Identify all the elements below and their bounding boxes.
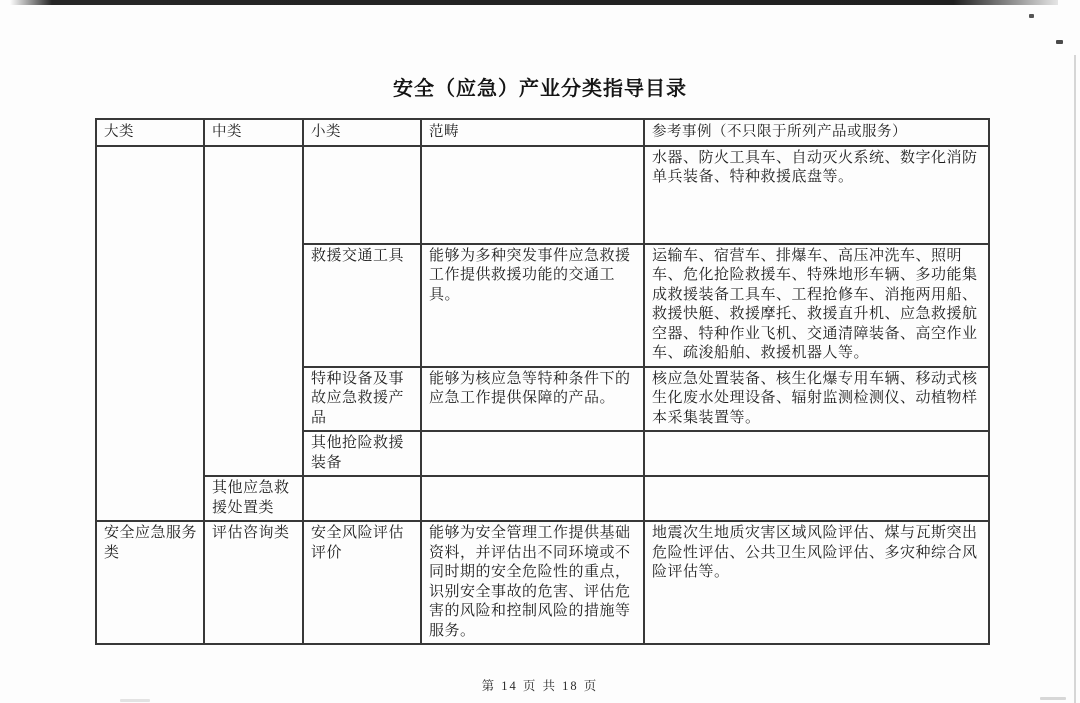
cell-medium-category-continued	[204, 146, 303, 477]
scan-speck	[1056, 40, 1063, 44]
cell-small-category-empty	[303, 476, 421, 521]
cell-small-category: 特种设备及事故应急救援产品	[303, 367, 421, 432]
classification-table	[95, 118, 990, 645]
table-header-row	[96, 119, 989, 146]
cell-reference-examples: 运输车、宿营车、排爆车、高压冲洗车、照明车、危化抢险救援车、特殊地形车辆、多功能集成救援装备工具车、工程抢修车、消拖两用船、救援快艇、救援摩托、救援直升机、应急救援航空器、特种作业飞机、交通清障装备、高空作业车、疏浚船舶、救援机器人等。	[644, 244, 989, 367]
cell-medium-category: 其他应急救援处置类	[204, 476, 303, 521]
cell-scope: 能够为多种突发事件应急救援工作提供救援功能的交通工具。	[421, 244, 644, 367]
header-major-category: 大类	[96, 119, 204, 146]
scan-speck	[1040, 697, 1066, 700]
scan-speck	[1029, 14, 1034, 18]
cell-scope: 能够为安全管理工作提供基础资料，并评估出不同环境或不同时期的安全危险性的重点，识别安全事故的危害、评估危害的风险和控制风险的措施等服务。	[421, 521, 644, 644]
scan-artifact-right-edge	[1074, 55, 1076, 703]
header-scope: 范畴	[421, 119, 644, 146]
cell-small-category-empty	[303, 146, 421, 244]
cell-reference-examples: 水器、防火工具车、自动灭火系统、数字化消防单兵装备、特种救援底盘等。	[644, 146, 989, 244]
cell-small-category: 安全风险评估评价	[303, 521, 421, 644]
header-reference-examples: 参考事例（不只限于所列产品或服务）	[644, 119, 989, 146]
cell-scope: 能够为核应急等特种条件下的应急工作提供保障的产品。	[421, 367, 644, 432]
cell-scope-empty	[421, 146, 644, 244]
page-title: 安全（应急）产业分类指导目录	[393, 78, 687, 100]
cell-scope-empty	[421, 431, 644, 476]
table-row	[96, 146, 989, 244]
table-row	[96, 521, 989, 644]
cell-scope-empty	[421, 476, 644, 521]
scan-speck	[120, 699, 150, 702]
cell-reference-examples: 核应急处置装备、核生化爆专用车辆、移动式核生化废水处理设备、辐射监测检测仪、动植物样本采集装置等。	[644, 367, 989, 432]
cell-medium-category: 评估咨询类	[204, 521, 303, 644]
cell-reference-examples: 地震次生地质灾害区域风险评估、煤与瓦斯突出危险性评估、公共卫生风险评估、多灾种综合风险评估等。	[644, 521, 989, 644]
cell-small-category: 其他抢险救援装备	[303, 431, 421, 476]
table-row	[96, 476, 989, 521]
page-number: 第 14 页 共 18 页	[481, 679, 599, 693]
header-medium-category: 中类	[204, 119, 303, 146]
cell-reference-examples-empty	[644, 476, 989, 521]
header-small-category: 小类	[303, 119, 421, 146]
cell-reference-examples-empty	[644, 431, 989, 476]
cell-major-category: 安全应急服务类	[96, 521, 204, 644]
cell-major-category-continued	[96, 146, 204, 522]
scan-artifact-top-bar	[10, 0, 1058, 5]
cell-small-category: 救援交通工具	[303, 244, 421, 367]
